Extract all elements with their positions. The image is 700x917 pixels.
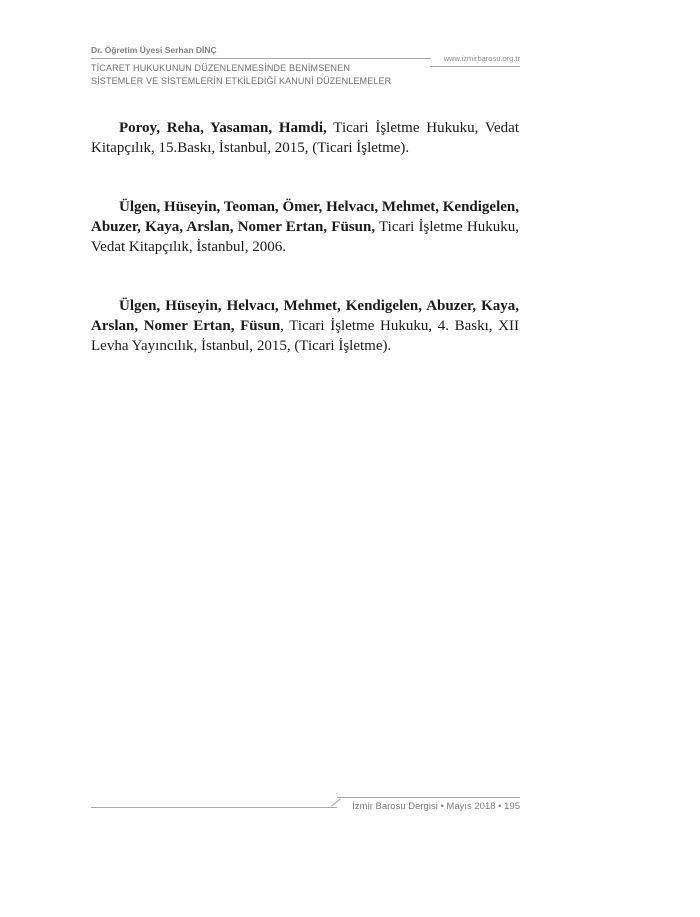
reference-details: Ticari İşletme Hukuku, Vedat Kitapçılık, 15.Baskı, İstanbul, 2015, (Ticari İşletme). <box>91 120 519 156</box>
footer-rule-slant <box>331 798 341 806</box>
footer-rule-top <box>337 797 520 798</box>
reference-authors: Poroy, Reha, Yasaman, Hamdi, <box>119 120 327 136</box>
reference-entry <box>91 296 519 356</box>
header-author: Dr. Öğretim Üyesi Serhan DİNÇ <box>91 45 217 55</box>
header-title-line-1: TİCARET HUKUKUNUN DÜZENLENMESİNDE BENİMSENEN <box>91 63 350 73</box>
header-title <box>91 62 391 88</box>
reference-details: , Ticari İşletme Hukuku, 4. Baskı, XII Levha Yayıncılık, İstanbul, 2015, (Ticari İşletme). <box>91 318 519 354</box>
header-rule <box>91 58 431 59</box>
reference-list <box>91 118 519 395</box>
reference-details: Ticari İşletme Hukuku, Vedat Kitapçılık, İstanbul, 2006. <box>91 219 519 255</box>
header-url: www.izmirbarosu.org.tr <box>443 54 520 63</box>
footer-journal-info: İzmir Barosu Dergisi • Mayıs 2018 • 195 <box>352 801 520 812</box>
footer-rule <box>91 807 337 808</box>
reference-authors: Ülgen, Hüseyin, Helvacı, Mehmet, Kendigelen, Abuzer, Kaya, Arslan, Nomer Ertan, Füsun <box>91 298 519 334</box>
header-title-line-2: SİSTEMLER VE SİSTEMLERİN ETKİLEDİĞİ KANUNİ DÜZENLEMELER <box>91 76 392 86</box>
reference-entry <box>91 197 519 257</box>
reference-authors: Ülgen, Hüseyin, Teoman, Ömer, Helvacı, Mehmet, Kendigelen, Abuzer, Kaya, Arslan, Nomer Ertan, Füsun, <box>91 199 519 235</box>
reference-entry <box>91 118 519 158</box>
header-url-rule <box>430 66 520 67</box>
